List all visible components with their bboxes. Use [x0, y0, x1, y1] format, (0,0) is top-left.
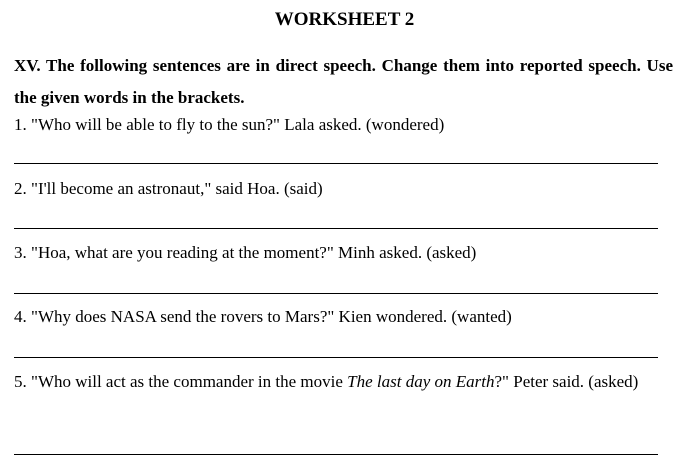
question-3: 3. "Hoa, what are you reading at the moment?" Minh asked. (asked) — [14, 243, 477, 262]
answer-line-5[interactable] — [14, 454, 658, 455]
answer-line-3[interactable] — [14, 293, 658, 294]
answer-line-2[interactable] — [14, 228, 658, 229]
question-5-text-start: 5. "Who will act as the commander in the movie — [14, 372, 348, 391]
question-5-text-end: ?" Peter said. (asked) — [494, 372, 639, 391]
question-1: 1. "Who will be able to fly to the sun?" Lala asked. (wondered) — [14, 115, 445, 134]
answer-line-4[interactable] — [14, 357, 658, 358]
question-4: 4. "Why does NASA send the rovers to Mars?" Kien wondered. (wanted) — [14, 307, 512, 326]
exercise-instruction: XV. The following sentences are in direct speech. Change them into reported speech. Use the given words in the brackets. — [14, 56, 673, 107]
question-5 — [14, 366, 673, 397]
question-2: 2. "I'll become an astronaut," said Hoa. (said) — [14, 179, 323, 198]
movie-title: The last day on Earth — [347, 372, 495, 391]
answer-line-1[interactable] — [14, 163, 658, 164]
worksheet-title: WORKSHEET 2 — [274, 9, 415, 30]
